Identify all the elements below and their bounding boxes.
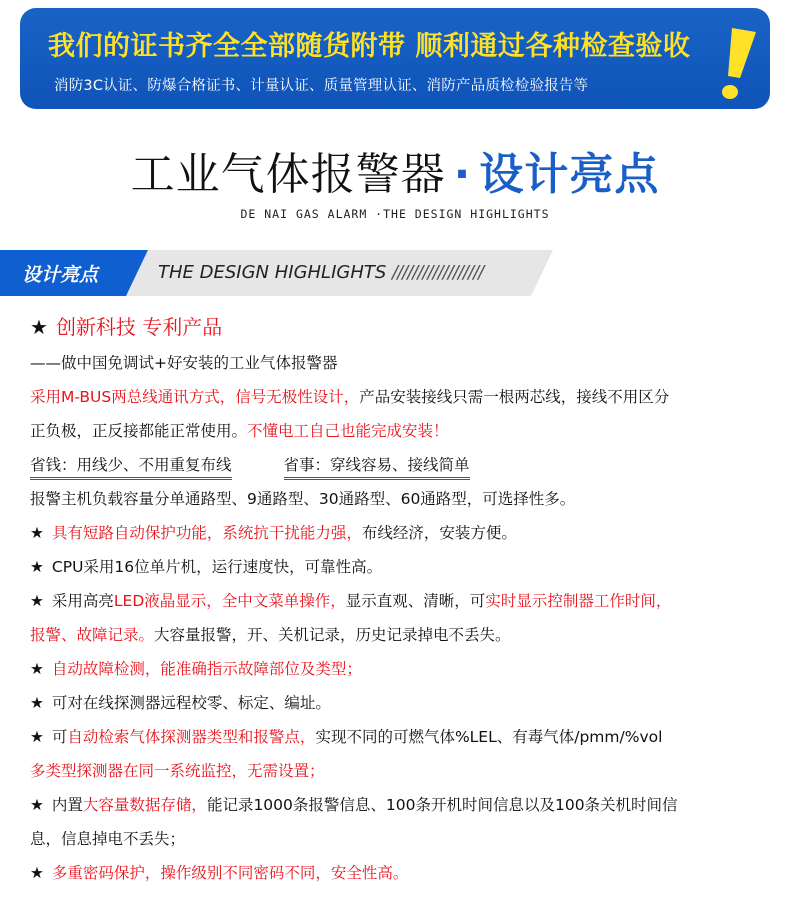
subheading: ——做中国免调试+好安装的工业气体报警器 [30, 354, 338, 372]
star-icon: ★ [30, 728, 44, 746]
feature3-b: LED液晶显示，全中文菜单操作， [113, 592, 346, 610]
certificate-banner [20, 8, 770, 109]
star-icon: ★ [30, 694, 44, 712]
feature8-text: 多重密码保护，操作级别不同密码不同，安全性高。 [51, 864, 409, 882]
banner-title: 我们的证书齐全全部随货附带 顺利通过各种检查验收 [48, 31, 691, 62]
feature3-d: 实时显示控制器工作时间， [485, 592, 672, 610]
exclamation-icon [710, 26, 760, 102]
feature1-black: 布线经济，安装方便。 [361, 524, 517, 542]
feature7 [30, 788, 765, 822]
savings-line [30, 448, 765, 482]
section-slashes: ////////////////// [392, 262, 484, 283]
feature3 [30, 584, 765, 618]
feature8 [30, 856, 765, 890]
feature3-c: 显示直观、清晰，可 [345, 592, 486, 610]
feature6-c: 实现不同的可燃气体%LEL、有毒气体/pmm/%vol [315, 728, 663, 746]
highlights-content [30, 308, 765, 890]
section-label-en-text: THE DESIGN HIGHLIGHTS [158, 262, 387, 283]
heading-line [30, 308, 765, 346]
feature7-d: 息，信息掉电不丢失； [30, 830, 186, 848]
para2-red: 不懂电工自己也能完成安装！ [247, 422, 449, 440]
feature4-text: 自动故障检测，能准确指示故障部位及类型； [51, 660, 362, 678]
feature6-d: 多类型探测器在同一系统监控，无需设置； [30, 762, 325, 780]
star-icon: ★ [30, 796, 44, 814]
feature7-cont [30, 822, 765, 856]
star-icon: ★ [30, 864, 44, 882]
feature4 [30, 652, 765, 686]
star-icon: ★ [30, 592, 44, 610]
heading: 创新科技 专利产品 [55, 315, 223, 339]
capacity: 报警主机负载容量分单通路型、9通路型、30通路型、60通路型，可选择性多。 [30, 490, 576, 508]
title-product: 工业气体报警器 [130, 149, 446, 200]
feature3-a: 采用高亮 [51, 592, 114, 610]
title-dot: · [453, 149, 472, 200]
feature3-e: 报警、故障记录。 [30, 626, 155, 644]
star-icon: ★ [30, 558, 44, 576]
subheading-line [30, 346, 765, 380]
feature5 [30, 686, 765, 720]
feature7-c: 能记录1000条报警信息、100条开机时间信息以及100条关机时间信 [206, 796, 678, 814]
para1-black: 产品安装接线只需一根两芯线，接线不用区分 [359, 388, 670, 406]
feature6-cont [30, 754, 765, 788]
section-label-cn: 设计亮点 [22, 264, 99, 286]
feature2-text: CPU采用16位单片机，运行速度快，可靠性高。 [51, 558, 383, 576]
feature7-b: 大容量数据存储， [82, 796, 207, 814]
page-subtitle: DE NAI GAS ALARM ·THE DESIGN HIGHLIGHTS [240, 207, 550, 221]
banner-subtitle: 消防3C认证、防爆合格证书、计量认证、质量管理认证、消防产品质检检验报告等 [54, 78, 589, 94]
para1-red: 采用M-BUS两总线通讯方式，信号无极性设计， [30, 388, 360, 406]
save-work: 省事：穿线容易、接线简单 [284, 453, 470, 480]
star-icon: ★ [30, 315, 48, 339]
feature1-red: 具有短路自动保护功能，系统抗干扰能力强， [51, 524, 362, 542]
feature3-f: 大容量报警，开、关机记录，历史记录掉电不丢失。 [154, 626, 511, 644]
feature6 [30, 720, 765, 754]
feature7-a: 内置 [51, 796, 83, 814]
star-icon: ★ [30, 524, 44, 542]
star-icon: ★ [30, 660, 44, 678]
para2-black: 正负极，正反接都能正常使用。 [30, 422, 248, 440]
feature6-a: 可 [51, 728, 68, 746]
section-header [0, 250, 790, 296]
title-highlights: 设计亮点 [479, 149, 660, 200]
para1 [30, 380, 765, 414]
page-title [0, 138, 790, 202]
section-label-en [158, 262, 483, 283]
feature1 [30, 516, 765, 550]
save-money: 省钱：用线少、不用重复布线 [30, 453, 232, 480]
para2 [30, 414, 765, 448]
feature3-cont [30, 618, 765, 652]
feature5-text: 可对在线探测器远程校零、标定、编址。 [51, 694, 331, 712]
feature2 [30, 550, 765, 584]
capacity-line [30, 482, 765, 516]
feature6-b: 自动检索气体探测器类型和报警点， [67, 728, 316, 746]
